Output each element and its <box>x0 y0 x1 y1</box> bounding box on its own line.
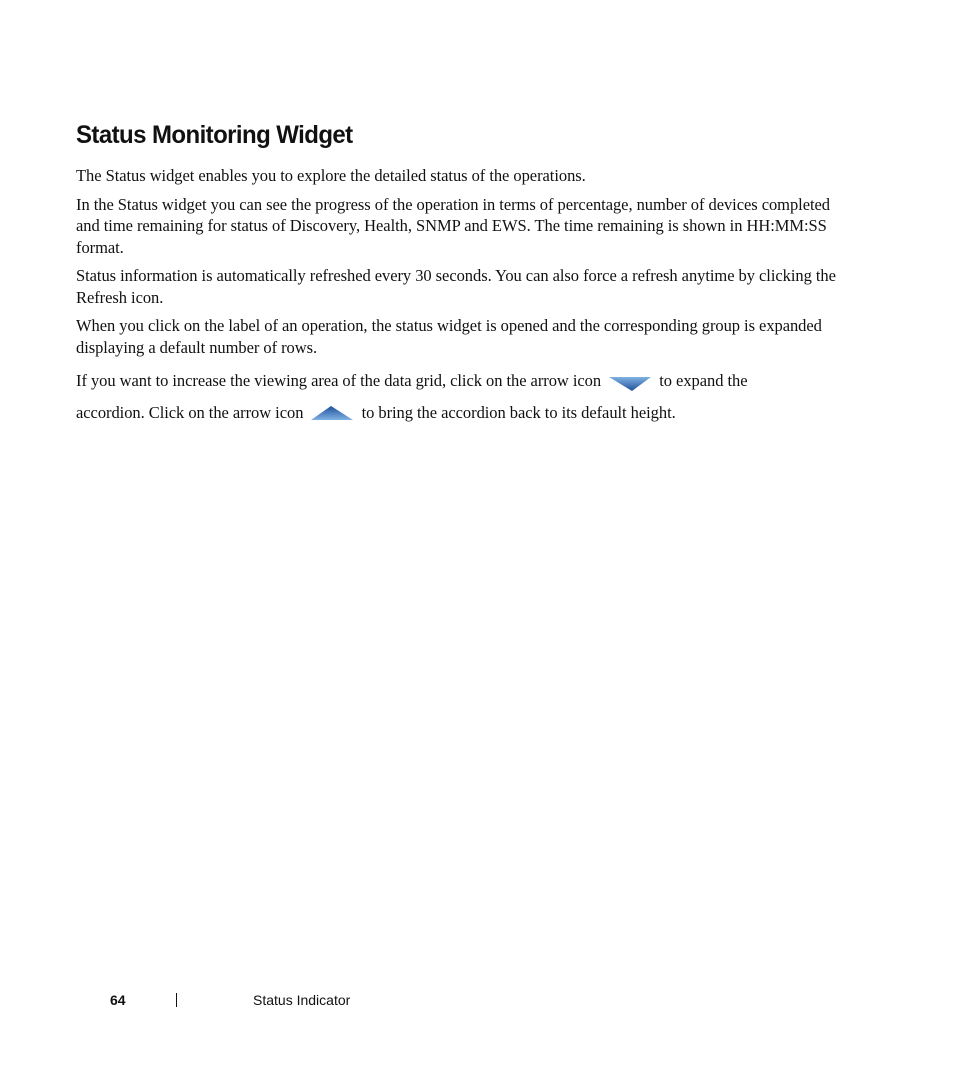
arrow-text-2: to expand the <box>659 371 748 390</box>
footer-divider <box>176 993 177 1007</box>
page-number: 64 <box>110 992 126 1008</box>
footer-section-name: Status Indicator <box>253 992 351 1008</box>
arrow-text-4: to bring the accordion back to its default height. <box>361 403 676 422</box>
paragraph-progress: In the Status widget you can see the progress of the operation in terms of percentage, number of devices completed and time remaining for status of Discovery, Health, SNMP and EWS. The time remaining is shown in HH:MM:SS format. <box>76 194 830 257</box>
page-footer <box>0 988 954 1012</box>
arrow-text-3: accordion. Click on the arrow icon <box>76 403 304 422</box>
paragraph-refresh: Status information is automatically refreshed every 30 seconds. You can also force a refresh anytime by clicking the Refresh icon. <box>76 266 836 307</box>
arrow-up-icon <box>310 403 354 425</box>
paragraph-label-click: When you click on the label of an operation, the status widget is opened and the corresponding group is expanded displaying a default number of rows. <box>76 316 822 357</box>
document-body <box>76 118 856 429</box>
arrow-down-icon <box>608 371 652 393</box>
page-title: Status Monitoring Widget <box>76 121 353 149</box>
paragraph-arrow-instructions <box>76 365 856 429</box>
arrow-text-1: If you want to increase the viewing area of the data grid, click on the arrow icon <box>76 371 602 390</box>
paragraph-intro: The Status widget enables you to explore the detailed status of the operations. <box>76 166 586 185</box>
